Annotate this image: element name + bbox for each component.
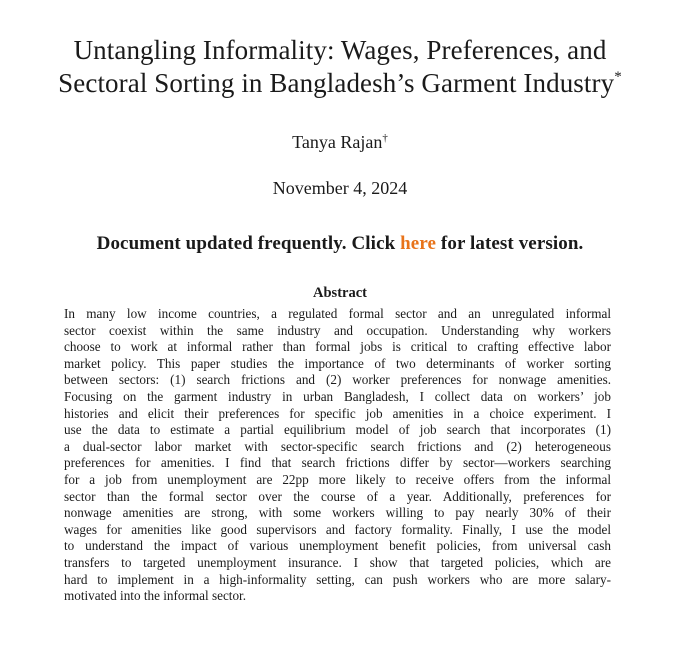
- abstract-line: sector coexist within the same industry and occupation. Understanding why workers: [64, 322, 611, 338]
- publication-date: November 4, 2024: [272, 178, 408, 198]
- abstract-line: motivated into the informal sector.: [64, 588, 247, 604]
- abstract-line: a dual-sector labor market with sector-specific search frictions and (2) heterogeneous: [64, 438, 611, 454]
- latest-version-link[interactable]: here: [400, 233, 437, 254]
- abstract-line: sector than the formal sector over the course of a year. Additionally, preferences for: [64, 488, 611, 504]
- notice-text-after: for latest version.: [436, 233, 584, 254]
- paper-title-text-2: Sectoral Sorting in Bangladesh’s Garment Industry: [58, 68, 615, 98]
- abstract-heading: Abstract: [313, 285, 367, 301]
- abstract-line: choose to work at informal rather than formal jobs is critical to crafting effective labor: [64, 339, 611, 355]
- title-footnote-mark[interactable]: *: [614, 69, 622, 85]
- notice-text-before: Document updated frequently. Click: [96, 233, 401, 254]
- abstract-line: preferences for amenities. I find that search frictions differ by sector—workers searching: [64, 455, 611, 471]
- author-line: [0, 131, 680, 156]
- paper-title-line-2: [20, 67, 660, 104]
- abstract-line: wages for amenities like good supervisors and factory formality. Finally, I use the model: [64, 521, 611, 537]
- abstract-line: histories and elicit their preferences for specific job amenities in a choice experiment. I: [64, 405, 611, 421]
- abstract-line: transfers to targeted unemployment insurance. I show that targeted policies, which are: [64, 554, 611, 570]
- abstract-line: for a job from unemployment are 22pp more likely to receive offers from the informal: [64, 471, 611, 487]
- abstract-body: [64, 306, 611, 605]
- author-name: Tanya Rajan: [292, 132, 383, 152]
- abstract-line: hard to implement in a high-informality setting, can push workers who are more salary-: [64, 571, 611, 587]
- abstract-line: between sectors: (1) search frictions and (2) worker preferences for nonwage amenities.: [64, 372, 611, 388]
- abstract-line: use the data to estimate a partial equilibrium model of job search that incorporates (1): [64, 422, 611, 438]
- paper-title-text-1: Untangling Informality: Wages, Preferences, and: [73, 35, 607, 65]
- abstract-line: In many low income countries, a regulated formal sector and an unregulated informal: [64, 306, 611, 321]
- abstract-line: nonwage amenities are strong, with some workers willing to pay nearly 30% of their: [64, 505, 611, 521]
- abstract-line: market policy. This paper studies the importance of two determinants of worker sorting: [64, 355, 611, 371]
- abstract-line: Focusing on the garment industry in urban Bangladesh, I collect data on workers’ job: [64, 388, 611, 404]
- update-notice: [0, 232, 680, 256]
- abstract-line: to understand the impact of various unemployment benefit policies, from universal cash: [64, 538, 611, 554]
- paper-title-line-1: [20, 34, 660, 66]
- author-footnote-mark[interactable]: †: [382, 132, 388, 144]
